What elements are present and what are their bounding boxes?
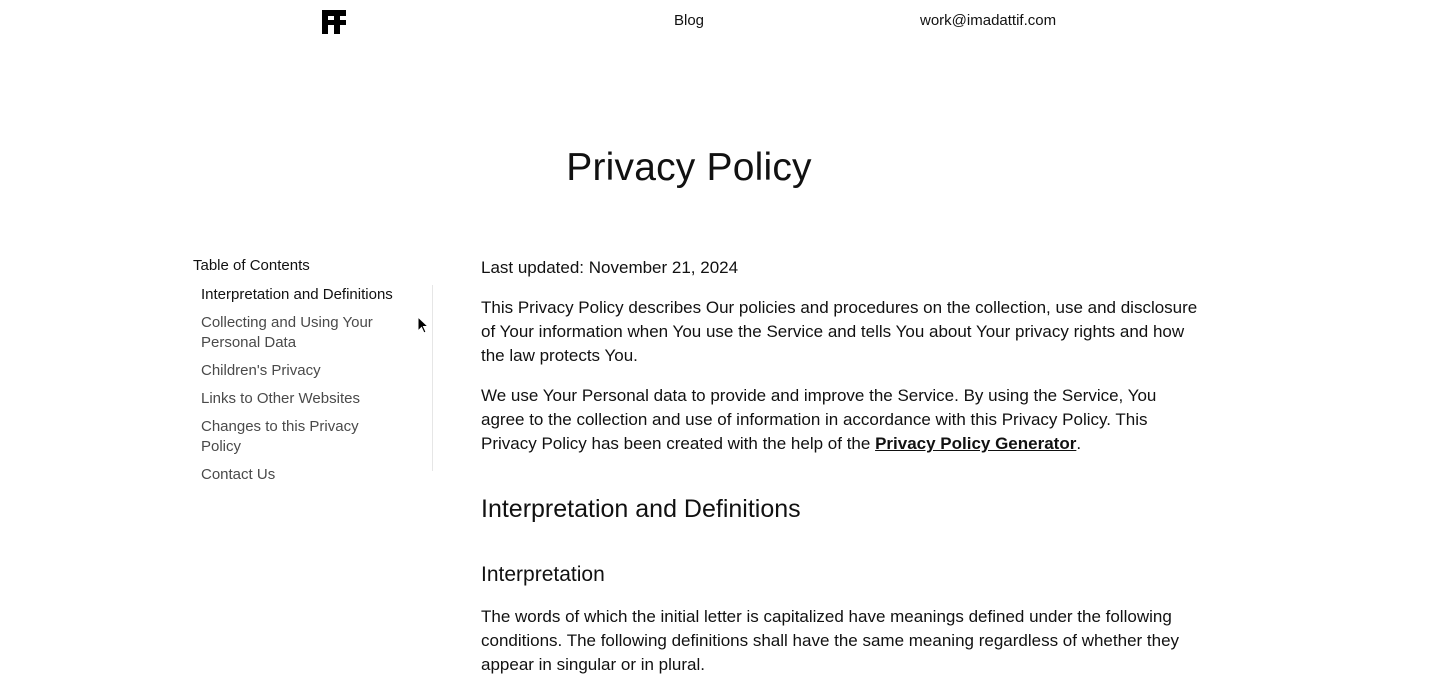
toc-link[interactable]: Children's Privacy: [201, 362, 321, 379]
privacy-policy-generator-link[interactable]: Privacy Policy Generator: [875, 434, 1077, 453]
toc-link[interactable]: Contact Us: [201, 466, 276, 483]
nav-email-link[interactable]: work@imadattif.com: [920, 12, 1057, 29]
toc-item-links-other-websites[interactable]: [193, 389, 401, 409]
toc-item-childrens-privacy[interactable]: [193, 361, 401, 381]
mouse-cursor-icon: [417, 316, 429, 334]
usage-paragraph-text: We use Your Personal data to provide and improve the Service. By using the Service, You agree to the collection and use of information in accordance with this Privacy Policy. This Privacy Policy has been created with the help of the: [481, 386, 1157, 453]
logo-icon[interactable]: [322, 10, 346, 34]
policy-content: [481, 256, 1201, 677]
intro-paragraph: This Privacy Policy describes Our policies and procedures on the collection, use and disclosure of Your information when You use the Service and tells You about Your privacy rights and how the law protects You.: [481, 298, 1198, 365]
toc-link[interactable]: Interpretation and Definitions: [201, 286, 393, 303]
page-title: Privacy Policy: [566, 146, 812, 189]
toc-link[interactable]: Collecting and Using Your Personal Data: [201, 314, 373, 351]
usage-paragraph-end: .: [1076, 434, 1082, 453]
interpretation-paragraph: The words of which the initial letter is capitalized have meanings defined under the following conditions. The following definitions shall have the same meaning regardless of whether they appear in singular or in plural.: [481, 607, 1180, 674]
toc-item-interpretation[interactable]: [193, 285, 401, 305]
toc-item-collecting-data[interactable]: [193, 313, 401, 353]
toc-heading: Table of Contents: [193, 257, 310, 274]
section-heading-interpretation-definitions: Interpretation and Definitions: [481, 495, 801, 523]
toc-item-changes-policy[interactable]: [193, 417, 401, 457]
toc-item-contact-us[interactable]: [193, 465, 401, 485]
last-updated-text: Last updated: November 21, 2024: [481, 258, 739, 277]
toc-link[interactable]: Links to Other Websites: [201, 390, 360, 407]
table-of-contents: [193, 285, 433, 483]
subsection-heading-interpretation: Interpretation: [481, 563, 605, 586]
toc-link[interactable]: Changes to this Privacy Policy: [201, 418, 359, 455]
nav-blog-link[interactable]: Blog: [674, 12, 705, 29]
usage-paragraph: [481, 384, 1201, 456]
logo-mark: [322, 10, 346, 34]
